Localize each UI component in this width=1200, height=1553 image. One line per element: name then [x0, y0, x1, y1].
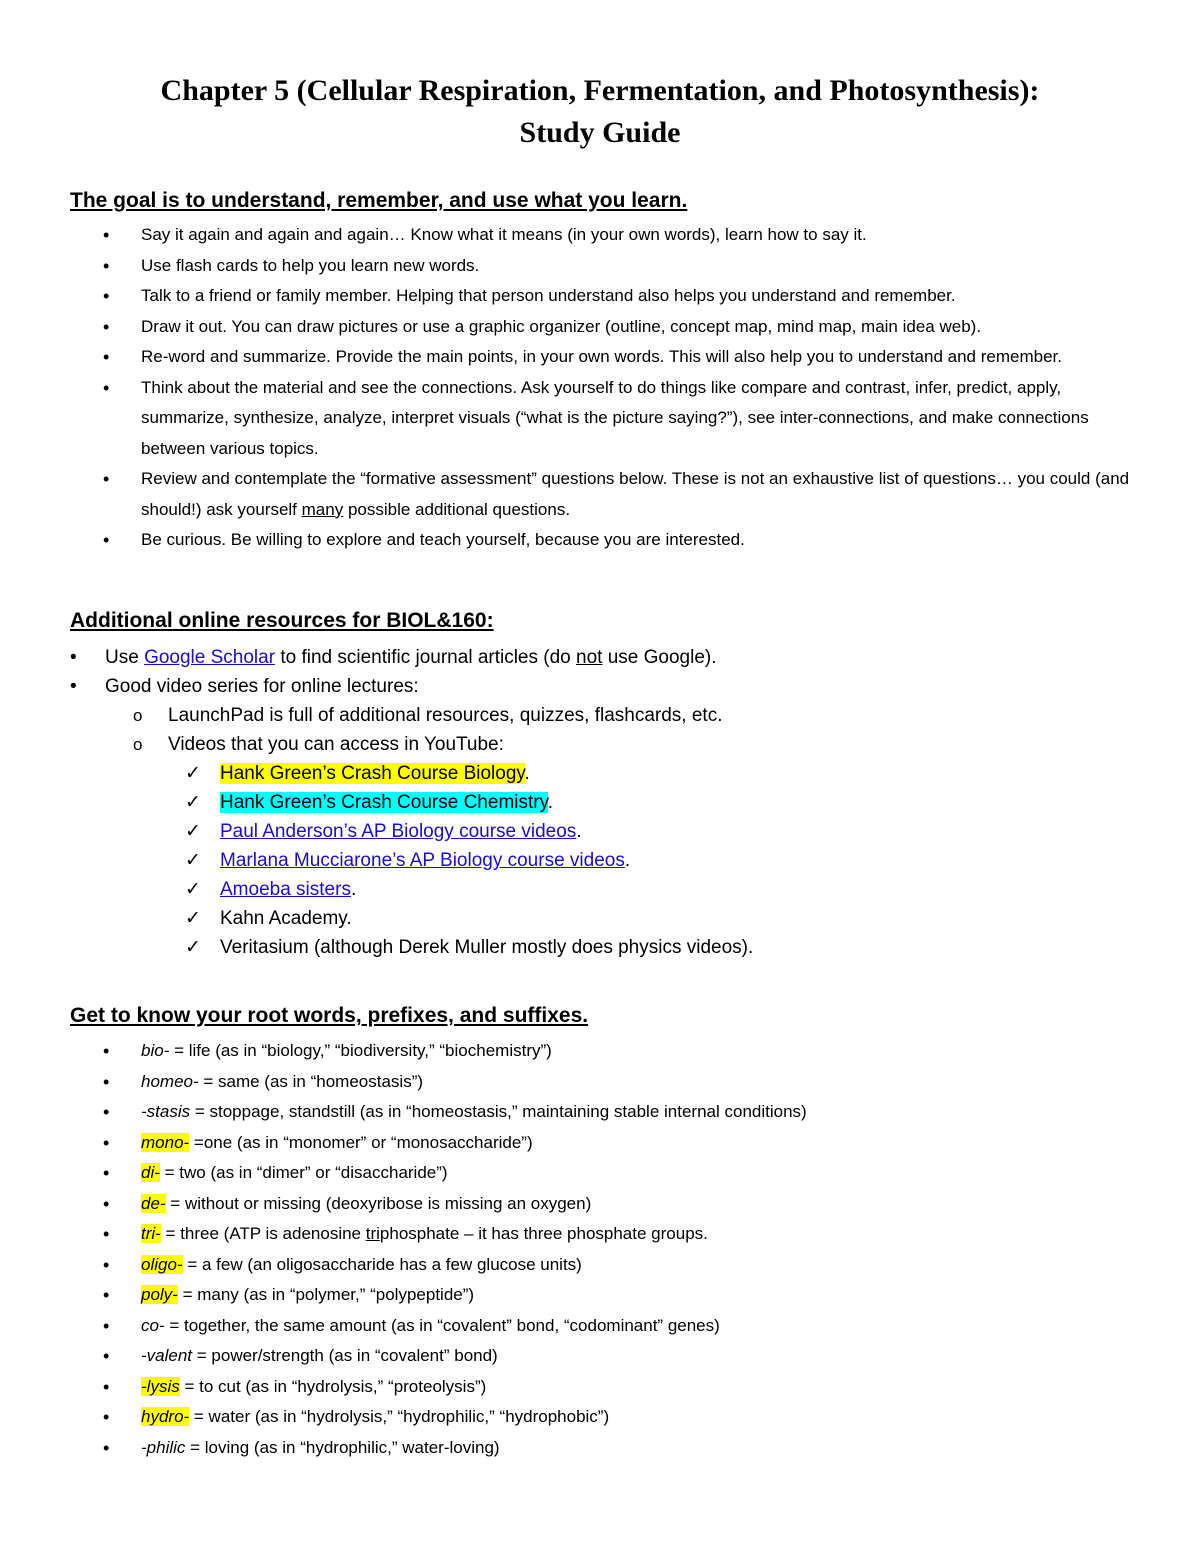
list-item: ✓ Marlana Mucciarone’s AP Biology course videos.: [0, 846, 753, 875]
study-tips-list: [0, 220, 1131, 556]
list-item: • oligo- = a few (an oligosaccharide has a few glucose units): [0, 1250, 1131, 1281]
list-item: • Re-word and summarize. Provide the main points, in your own words. This will also help you to understand and remember.: [0, 342, 1131, 373]
check-icon: ✓: [185, 850, 201, 871]
check-icon: ✓: [185, 763, 201, 784]
check-icon: ✓: [185, 792, 201, 813]
list-item: • mono- =one (as in “monomer” or “monosaccharide”): [0, 1128, 1131, 1159]
page-subtitle: Study Guide: [519, 116, 681, 149]
google-scholar-link[interactable]: Google Scholar: [144, 647, 276, 668]
list-item: • de- = without or missing (deoxyribose is missing an oxygen): [0, 1189, 1131, 1220]
list-item: • -valent = power/strength (as in “covalent” bond): [0, 1341, 1131, 1372]
list-item: ✓ Paul Anderson’s AP Biology course videos.: [0, 817, 753, 846]
list-item: ✓ Amoeba sisters.: [0, 875, 753, 904]
check-icon: ✓: [185, 879, 201, 900]
roots-list: [0, 1036, 1131, 1463]
list-item: • tri- = three (ATP is adenosine triphosphate – it has three phosphate groups.: [0, 1219, 1131, 1250]
list-item: ✓ Kahn Academy.: [0, 904, 753, 933]
paul-anderson-link[interactable]: Paul Anderson’s AP Biology course videos: [220, 821, 577, 842]
check-icon: ✓: [185, 821, 201, 842]
hank-chemistry-item: Hank Green’s Crash Course Chemistry: [220, 792, 548, 813]
list-item: • Say it again and again and again… Know what it means (in your own words), learn how to say it.: [0, 220, 1131, 251]
list-item: • di- = two (as in “dimer” or “disaccharide”): [0, 1158, 1131, 1189]
goal-heading: The goal is to understand, remember, and use what you learn.: [70, 189, 688, 212]
hank-biology-item: Hank Green’s Crash Course Biology: [220, 763, 525, 784]
list-item: • Talk to a friend or family member. Helping that person understand also helps you understand and remember.: [0, 281, 1131, 312]
list-item: ✓ Hank Green’s Crash Course Chemistry.: [0, 788, 753, 817]
list-item: • Be curious. Be willing to explore and teach yourself, because you are interested.: [0, 525, 1131, 556]
resources-list: [0, 643, 753, 962]
list-item: • Use Google Scholar to find scientific journal articles (do not use Google).: [0, 643, 753, 672]
list-item: • hydro- = water (as in “hydrolysis,” “hydrophilic,” “hydrophobic”): [0, 1402, 1131, 1433]
page-title: Chapter 5 (Cellular Respiration, Fermentation, and Photosynthesis):: [160, 74, 1040, 107]
list-item: • Good video series for online lectures:: [0, 672, 753, 701]
list-item: • Review and contemplate the “formative assessment” questions below. These is not an exhaustive list of questions… you could (and should!) ask yourself many possible additional questions.: [0, 464, 1131, 525]
check-icon: ✓: [185, 908, 201, 929]
list-item: • co- = together, the same amount (as in “covalent” bond, “codominant” genes): [0, 1311, 1131, 1342]
list-item: ✓ Hank Green’s Crash Course Biology.: [0, 759, 753, 788]
marlana-mucciarone-link[interactable]: Marlana Mucciarone’s AP Biology course videos: [220, 850, 625, 871]
list-item: • bio- = life (as in “biology,” “biodiversity,” “biochemistry”): [0, 1036, 1131, 1067]
resources-heading: Additional online resources for BIOL&160:: [70, 609, 494, 632]
list-item: ✓ Veritasium (although Derek Muller mostly does physics videos).: [0, 933, 753, 962]
list-item: • Draw it out. You can draw pictures or use a graphic organizer (outline, concept map, mind map, main idea web).: [0, 312, 1131, 343]
list-item: • poly- = many (as in “polymer,” “polypeptide”): [0, 1280, 1131, 1311]
list-item: o LaunchPad is full of additional resources, quizzes, flashcards, etc.: [0, 701, 753, 730]
list-item: • Use flash cards to help you learn new words.: [0, 251, 1131, 282]
list-item: • homeo- = same (as in “homeostasis”): [0, 1067, 1131, 1098]
list-item: • -philic = loving (as in “hydrophilic,” water-loving): [0, 1433, 1131, 1464]
list-item: • -lysis = to cut (as in “hydrolysis,” “proteolysis”): [0, 1372, 1131, 1403]
list-item: o Videos that you can access in YouTube:: [0, 730, 753, 759]
roots-heading: Get to know your root words, prefixes, and suffixes.: [70, 1004, 589, 1027]
list-item: • Think about the material and see the connections. Ask yourself to do things like compare and contrast, infer, predict, apply, summarize, synthesize, analyze, interpret visuals (“what is the picture saying?”), see inter-connections, and make connections between various topics.: [0, 373, 1131, 465]
amoeba-sisters-link[interactable]: Amoeba sisters: [220, 879, 351, 900]
check-icon: ✓: [185, 937, 201, 958]
list-item: • -stasis = stoppage, standstill (as in “homeostasis,” maintaining stable internal conditions): [0, 1097, 1131, 1128]
